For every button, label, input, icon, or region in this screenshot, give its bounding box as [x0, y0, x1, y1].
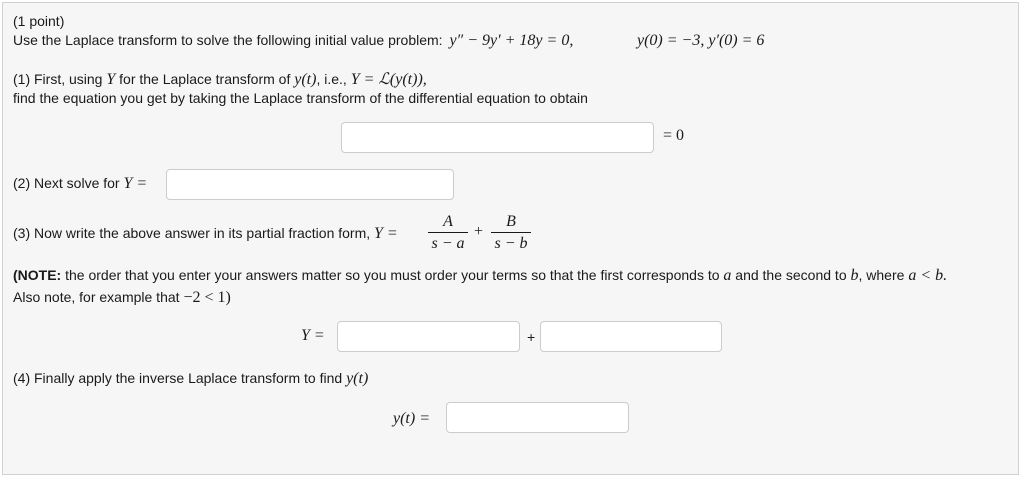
problem-intro: Use the Laplace transform to solve the following initial value problem: [13, 32, 443, 48]
part1-line1 [13, 69, 427, 89]
note-where: , where [858, 267, 905, 283]
note-line2 [13, 289, 231, 307]
part1-line2: find the equation you get by taking the Laplace transform of the differential equation to obtain [13, 90, 588, 106]
note-example-math: −2 < 1) [183, 289, 231, 306]
fraction-b-bar [491, 232, 531, 233]
fraction-b-denominator: s − b [494, 235, 528, 252]
part3-var: Y = [374, 225, 398, 242]
part1-func: y(t) [294, 71, 317, 88]
problem-statement [13, 32, 573, 50]
part1-definition: Y = ℒ(y(t)), [350, 71, 427, 88]
note-text: the order that you enter your answers matter so you must order your terms so that the first corresponds to [65, 267, 720, 283]
note-and: and the second to [735, 267, 847, 283]
fraction-a-numerator: A [443, 213, 453, 230]
part3-answer-b-input[interactable] [540, 321, 722, 352]
part2-text: (2) Next solve for [13, 175, 120, 191]
part1-ie: , i.e., [316, 71, 347, 87]
fraction-plus: + [474, 223, 484, 240]
part3-answer-a-input[interactable] [337, 321, 520, 352]
part1-answer-input[interactable] [341, 122, 654, 153]
part4-label [13, 370, 368, 388]
part1-prefix: (1) First, using [13, 71, 103, 87]
part4-y-label: y(t) = [393, 410, 430, 427]
fraction-a [428, 213, 468, 253]
input-plus: + [527, 329, 536, 345]
part1-var: Y [106, 71, 116, 88]
ode-equation: y″ − 9y′ + 18y = 0, [449, 32, 574, 49]
part3-y-label: Y = [301, 327, 325, 344]
note-label: (NOTE: [13, 267, 62, 283]
note-line1 [13, 267, 947, 285]
part4-func: y(t) [346, 370, 369, 387]
part2-label [13, 175, 147, 193]
fraction-a-bar [428, 232, 468, 233]
fraction-b [491, 213, 531, 253]
note-example-text: Also note, for example that [13, 289, 180, 305]
part1-mid: for the Laplace transform of [119, 71, 291, 87]
initial-conditions: y(0) = −3, y′(0) = 6 [637, 32, 765, 49]
fraction-a-denominator: s − a [431, 235, 465, 252]
fraction-b-numerator: B [506, 213, 516, 230]
note-a: a [723, 267, 732, 284]
part4-text: (4) Finally apply the inverse Laplace transform to find [13, 370, 343, 386]
part4-answer-input[interactable] [446, 402, 629, 433]
problem-panel [2, 2, 1019, 475]
part3-label [13, 225, 398, 243]
part3-text: (3) Now write the above answer in its partial fraction form, [13, 225, 371, 241]
part2-answer-input[interactable] [166, 169, 454, 200]
point-value: (1 point) [13, 13, 65, 29]
equals-zero: = 0 [663, 127, 685, 144]
note-condition: a < b. [908, 267, 948, 284]
note-b: b [850, 267, 859, 284]
part2-var: Y = [123, 175, 148, 192]
